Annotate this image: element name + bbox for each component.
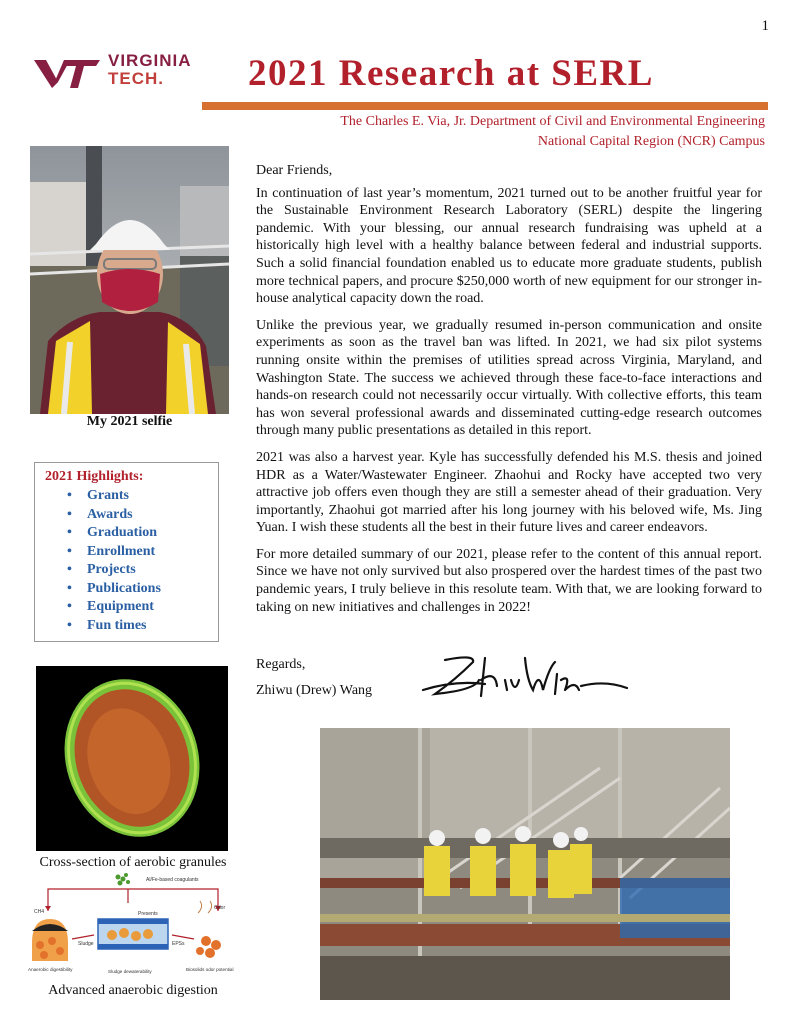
coagulants-label: Al/Fe-based coagulants (146, 877, 199, 883)
title-divider (202, 102, 768, 110)
handwritten-signature (415, 650, 630, 702)
highlights-title: 2021 Highlights: (45, 469, 144, 484)
sludge-label: Sludge (78, 941, 94, 947)
letter-signoff (256, 652, 372, 704)
biosolids-label: Biosolids odor potential (186, 967, 234, 972)
letter-closing: Regards, (256, 657, 306, 672)
highlight-item-awards[interactable]: • Awards (45, 506, 218, 525)
letter-paragraph-4: For more detailed summary of our 2021, please refer to the content of this annual report. Since we have not only survived but also prospered over the hardest times of the past two pandemic years, I truly believe in this resolute team. With that, we are looking forward to taking on new initiatives and challenges in 2022! (256, 546, 762, 615)
virginia-tech-logo (34, 50, 214, 94)
aerobic-granule-image (36, 666, 228, 851)
logo-line-2: TECH. (108, 69, 164, 88)
odor-label: Odor (214, 905, 226, 911)
department-info (340, 112, 765, 152)
letter-paragraph-2: Unlike the previous year, we gradually resumed in-person communication and onsite experiments as soon as the travel ban was lifted. In 2021, we had six pilot systems running onsite within the premises of utilities spread across Virginia, Maryland, and Washington State. The success we achieved through these face-to-face interactions and hands-on research could not necessarily occur virtually. With collective efforts, this team has won several professional awards and disseminated cutting-edge research outcomes through many public presentations as detailed in this report. (256, 317, 762, 439)
dewaterability-label: Sludge dewaterability (108, 969, 152, 974)
letter-paragraph-3: 2021 was also a harvest year. Kyle has successfully defended his M.S. thesis and joined HDR as a Water/Wastewater Engineer. Zhaohui and Rocky have accepted two very attractive job offers even though they are still a semester ahead of their graduation. Very importantly, Zhaohui got married after his long journey with his beloved wife, Ms. Jing Yuan. I wish these students all the best in their future lives and career endeavors. (256, 449, 762, 536)
page-title: 2021 Research at SERL (248, 53, 654, 94)
highlight-item-equipment[interactable]: • Equipment (45, 598, 218, 617)
digestion-caption: Advanced anaerobic digestion (48, 983, 218, 998)
highlight-item-enrollment[interactable]: • Enrollment (45, 543, 218, 562)
highlights-list (45, 487, 218, 635)
anaerobic-digestion-diagram (28, 873, 238, 983)
highlight-item-projects[interactable]: • Projects (45, 561, 218, 580)
ch4-label: CH4 (34, 909, 45, 915)
presents-label: Presents (138, 911, 158, 917)
highlight-item-grants[interactable]: • Grants (45, 487, 218, 506)
highlight-item-publications[interactable]: • Publications (45, 580, 218, 599)
selfie-caption: My 2021 selfie (86, 414, 173, 429)
letter-salutation: Dear Friends, (256, 163, 333, 178)
highlight-item-fun-times[interactable]: • Fun times (45, 617, 218, 636)
page-number: 1 (761, 18, 769, 34)
logo-line-1: VIRGINIA (108, 51, 192, 70)
eps-label: EPSs (172, 941, 185, 947)
anaerobic-digestibility-label: Anaerobic digestibility (28, 967, 73, 972)
letter-body (256, 162, 762, 625)
highlight-item-graduation[interactable]: • Graduation (45, 524, 218, 543)
campus-name: National Capital Region (NCR) Campus (537, 134, 765, 149)
selfie-photo (30, 146, 229, 414)
highlights-box (34, 462, 219, 642)
vt-monogram-icon (34, 54, 102, 94)
field-team-photo (320, 728, 730, 1000)
department-name: The Charles E. Via, Jr. Department of Civil and Environmental Engineering (340, 114, 765, 129)
letter-signer: Zhiwu (Drew) Wang (256, 683, 373, 698)
letter-paragraph-1: In continuation of last year’s momentum, 2021 turned out to be another fruitful year for the Sustainable Environment Research Laboratory (SERL) despite the lingering pandemic. With your blessing, our annual research fundraising was upheld at a historically high level with a healthy balance between federal and industrial supports. Such a solid financial foundation enabled us to educate more graduate students, publish more technical papers, and procure $250,000 worth of new equipment for our stronger in-house analytical capacity down the road. (256, 185, 762, 307)
granule-caption: Cross-section of aerobic granules (39, 855, 227, 870)
